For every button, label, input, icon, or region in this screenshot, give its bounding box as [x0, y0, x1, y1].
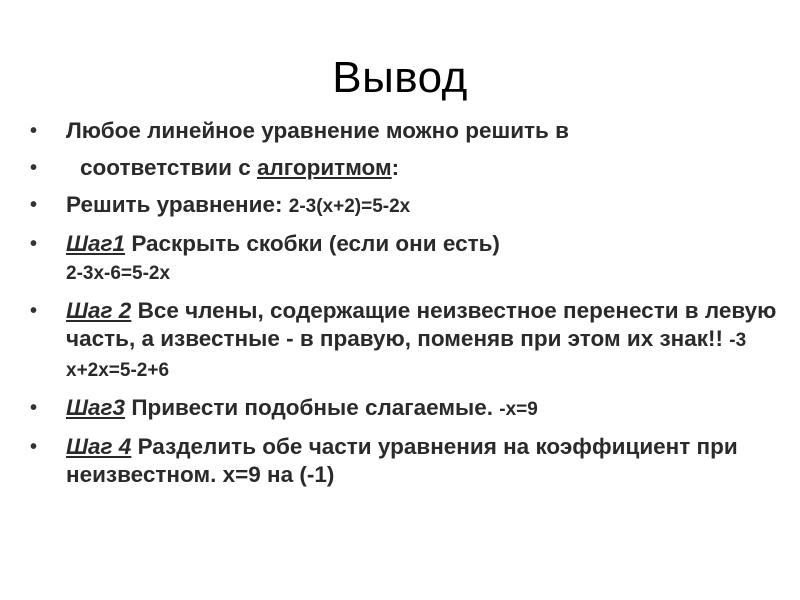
item-text-suffix: :: [391, 155, 400, 180]
equation: 2-3(x+2)=5-2x: [288, 196, 411, 217]
bullet-icon: •: [30, 157, 38, 179]
list-item: [30, 154, 790, 182]
list-item: [30, 394, 790, 424]
list-item: [30, 230, 790, 288]
bullet-icon: •: [30, 233, 38, 255]
equation: -х=9: [499, 399, 538, 420]
item-text: соответствии с: [80, 155, 257, 180]
step-label: Шаг 4: [66, 434, 132, 459]
equation: 2-3х-6=5-2х: [66, 263, 171, 284]
list-item: [30, 191, 790, 221]
bullet-icon: •: [30, 436, 38, 458]
bullet-icon: •: [30, 300, 38, 322]
item-text: Раскрыть скобки (если они есть): [125, 231, 500, 256]
step-label: Шаг 2: [66, 298, 132, 323]
item-text: Разделить обе части уравнения на коэффициент при неизвестном.: [66, 434, 738, 487]
bullet-list: [30, 117, 790, 489]
item-text: Любое линейное уравнение можно решить в: [66, 118, 569, 143]
bullet-icon: •: [30, 120, 38, 142]
item-text: Все члены, содержащие неизвестное перенести в левую часть, а известные - в правую, поменяв при этом их знак!!: [66, 298, 777, 351]
algorithm-link[interactable]: алгоритмом: [256, 155, 392, 180]
equation-part-a: -3: [729, 330, 747, 351]
item-text: Решить уравнение:: [66, 192, 289, 217]
step-label: Шаг1: [66, 231, 126, 256]
list-item: [30, 117, 790, 145]
bullet-icon: •: [30, 194, 38, 216]
list-item: [30, 297, 790, 385]
equation: х=9 на (-1): [222, 462, 335, 487]
step-label: Шаг3: [66, 395, 126, 420]
item-text: Привести подобные слагаемые.: [125, 395, 500, 420]
equation-part-b: х+2х=5-2+6: [66, 360, 170, 381]
bullet-icon: •: [30, 397, 38, 419]
slide-title: Вывод: [332, 53, 468, 102]
list-item: [30, 433, 790, 489]
